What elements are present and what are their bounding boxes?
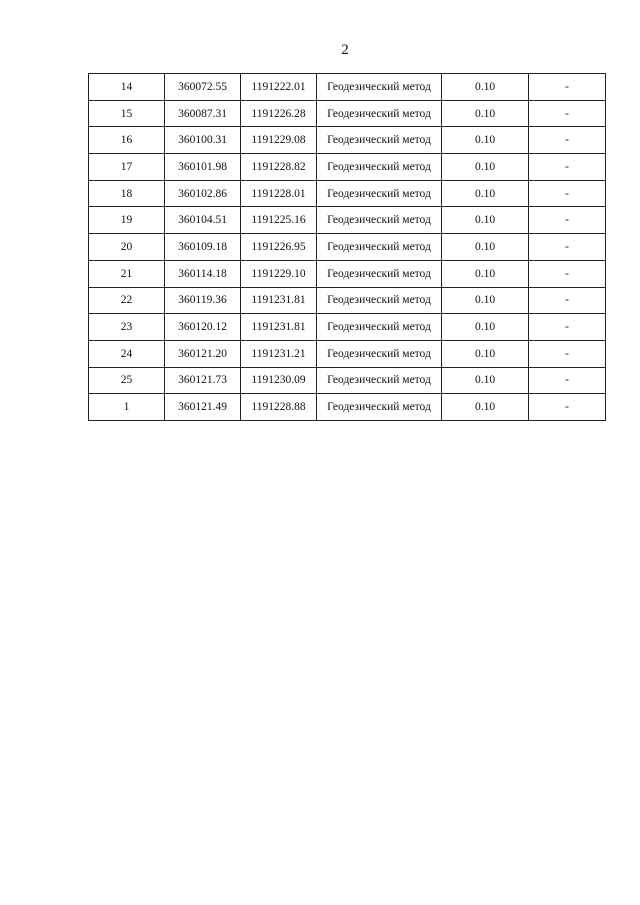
method-cell: Геодезический метод xyxy=(317,314,442,341)
point-number-cell: 19 xyxy=(89,207,165,234)
y-coordinate-cell: 1191228.82 xyxy=(241,154,317,181)
y-coordinate-cell: 1191225.16 xyxy=(241,207,317,234)
note-cell: - xyxy=(529,100,606,127)
y-coordinate-cell: 1191226.28 xyxy=(241,100,317,127)
accuracy-cell: 0.10 xyxy=(442,74,529,101)
y-coordinate-cell: 1191231.81 xyxy=(241,287,317,314)
accuracy-cell: 0.10 xyxy=(442,180,529,207)
table-row xyxy=(89,367,606,394)
table-row xyxy=(89,74,606,101)
table-row xyxy=(89,234,606,261)
accuracy-cell: 0.10 xyxy=(442,154,529,181)
method-cell: Геодезический метод xyxy=(317,340,442,367)
point-number-cell: 15 xyxy=(89,100,165,127)
method-cell: Геодезический метод xyxy=(317,154,442,181)
table-row xyxy=(89,287,606,314)
method-cell: Геодезический метод xyxy=(317,394,442,421)
method-cell: Геодезический метод xyxy=(317,127,442,154)
y-coordinate-cell: 1191226.95 xyxy=(241,234,317,261)
note-cell: - xyxy=(529,74,606,101)
y-coordinate-cell: 1191231.81 xyxy=(241,314,317,341)
table-row xyxy=(89,127,606,154)
accuracy-cell: 0.10 xyxy=(442,314,529,341)
method-cell: Геодезический метод xyxy=(317,207,442,234)
coordinates-table-body xyxy=(89,74,606,421)
table-row xyxy=(89,180,606,207)
note-cell: - xyxy=(529,154,606,181)
table-row xyxy=(89,154,606,181)
point-number-cell: 21 xyxy=(89,260,165,287)
page-number: 2 xyxy=(341,42,349,58)
method-cell: Геодезический метод xyxy=(317,367,442,394)
x-coordinate-cell: 360072.55 xyxy=(165,74,241,101)
y-coordinate-cell: 1191230.09 xyxy=(241,367,317,394)
note-cell: - xyxy=(529,367,606,394)
table-row xyxy=(89,314,606,341)
note-cell: - xyxy=(529,314,606,341)
table-row xyxy=(89,340,606,367)
point-number-cell: 16 xyxy=(89,127,165,154)
point-number-cell: 24 xyxy=(89,340,165,367)
table-row xyxy=(89,100,606,127)
accuracy-cell: 0.10 xyxy=(442,394,529,421)
method-cell: Геодезический метод xyxy=(317,234,442,261)
y-coordinate-cell: 1191229.10 xyxy=(241,260,317,287)
x-coordinate-cell: 360121.20 xyxy=(165,340,241,367)
note-cell: - xyxy=(529,340,606,367)
accuracy-cell: 0.10 xyxy=(442,260,529,287)
method-cell: Геодезический метод xyxy=(317,100,442,127)
point-number-cell: 25 xyxy=(89,367,165,394)
point-number-cell: 22 xyxy=(89,287,165,314)
y-coordinate-cell: 1191228.01 xyxy=(241,180,317,207)
x-coordinate-cell: 360101.98 xyxy=(165,154,241,181)
x-coordinate-cell: 360102.86 xyxy=(165,180,241,207)
y-coordinate-cell: 1191231.21 xyxy=(241,340,317,367)
y-coordinate-cell: 1191222.01 xyxy=(241,74,317,101)
x-coordinate-cell: 360104.51 xyxy=(165,207,241,234)
x-coordinate-cell: 360121.73 xyxy=(165,367,241,394)
table-row xyxy=(89,260,606,287)
table-row xyxy=(89,394,606,421)
note-cell: - xyxy=(529,394,606,421)
accuracy-cell: 0.10 xyxy=(442,100,529,127)
x-coordinate-cell: 360087.31 xyxy=(165,100,241,127)
point-number-cell: 1 xyxy=(89,394,165,421)
point-number-cell: 18 xyxy=(89,180,165,207)
x-coordinate-cell: 360100.31 xyxy=(165,127,241,154)
method-cell: Геодезический метод xyxy=(317,287,442,314)
note-cell: - xyxy=(529,287,606,314)
accuracy-cell: 0.10 xyxy=(442,340,529,367)
x-coordinate-cell: 360114.18 xyxy=(165,260,241,287)
point-number-cell: 23 xyxy=(89,314,165,341)
point-number-cell: 17 xyxy=(89,154,165,181)
note-cell: - xyxy=(529,260,606,287)
x-coordinate-cell: 360121.49 xyxy=(165,394,241,421)
x-coordinate-cell: 360119.36 xyxy=(165,287,241,314)
y-coordinate-cell: 1191229.08 xyxy=(241,127,317,154)
method-cell: Геодезический метод xyxy=(317,180,442,207)
method-cell: Геодезический метод xyxy=(317,260,442,287)
note-cell: - xyxy=(529,180,606,207)
accuracy-cell: 0.10 xyxy=(442,367,529,394)
point-number-cell: 14 xyxy=(89,74,165,101)
y-coordinate-cell: 1191228.88 xyxy=(241,394,317,421)
accuracy-cell: 0.10 xyxy=(442,207,529,234)
note-cell: - xyxy=(529,234,606,261)
coordinates-table xyxy=(88,73,606,421)
note-cell: - xyxy=(529,127,606,154)
x-coordinate-cell: 360109.18 xyxy=(165,234,241,261)
accuracy-cell: 0.10 xyxy=(442,127,529,154)
accuracy-cell: 0.10 xyxy=(442,234,529,261)
method-cell: Геодезический метод xyxy=(317,74,442,101)
accuracy-cell: 0.10 xyxy=(442,287,529,314)
x-coordinate-cell: 360120.12 xyxy=(165,314,241,341)
note-cell: - xyxy=(529,207,606,234)
point-number-cell: 20 xyxy=(89,234,165,261)
table-row xyxy=(89,207,606,234)
